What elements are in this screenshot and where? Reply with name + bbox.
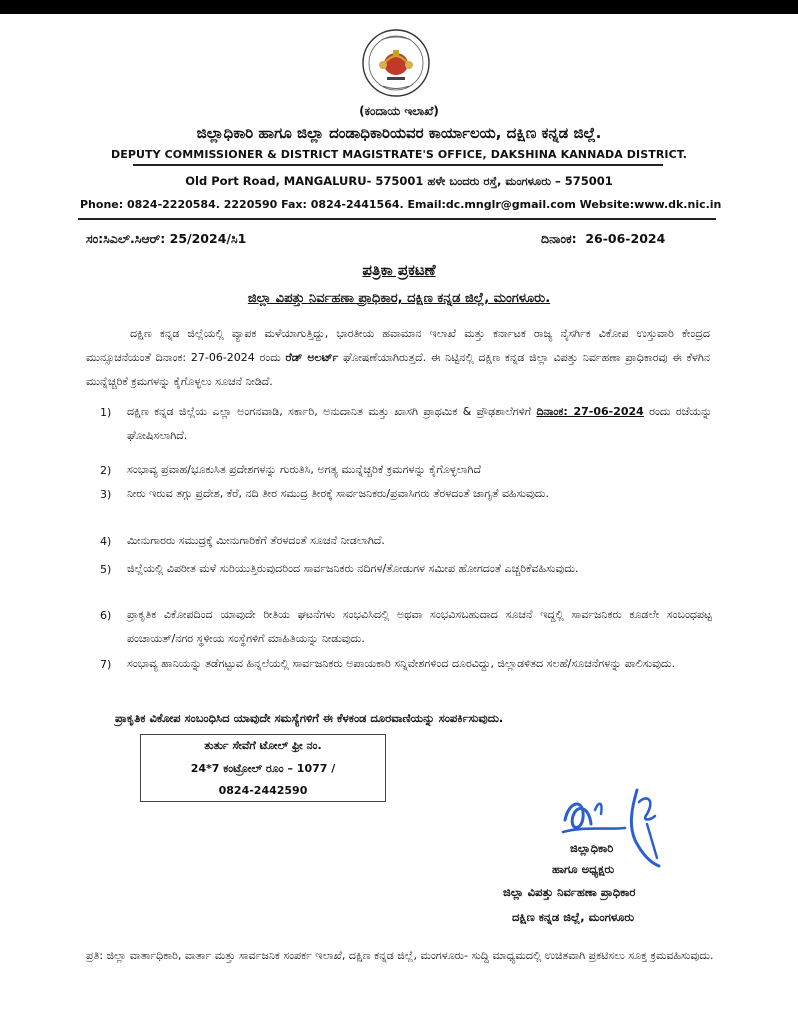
signatory-authority: ಜಿಲ್ಲಾ ವಿಪತ್ತು ನಿರ್ವಹಣಾ ಪ್ರಾಧಿಕಾರ [503,885,636,899]
contact-note: ಪ್ರಾಕೃತಿಕ ವಿಕೋಪ ಸಂಬಂಧಿಸಿದ ಯಾವುದೇ ಸಮಸ್ಯೆಗಳಿಗೆ ಈ ಕೆಳಕಂಡ ದೂರವಾಣಿಯನ್ನು ಸಂಪರ್ಕಿಸುವುದು. [115,711,504,725]
department-label: (ಕಂದಾಯ ಇಲಾಖೆ) [359,104,439,118]
top-black-bar [0,0,798,14]
control-room-number: 24*7 ಕಂಟ್ರೋಲ್ ರೂಂ – 1077 / [190,762,336,775]
intro-paragraph: ದಕ್ಷಿಣ ಕನ್ನಡ ಜಿಲ್ಲೆಯಲ್ಲಿ ವ್ಯಾಪಕ ಮಳೆಯಾಗುತ್ತಿದ್ದು, ಭಾರತೀಯ ಹವಾಮಾನ ಇಲಾಖೆ ಮತ್ತು ಕರ್ನಾಟಕ ರಾಜ್ಯ ನೈಸರ್ಗಿಕ ವಿಕೋಪ ಉಸ್ತುವಾರಿ ಕೇಂದ್ರದ ಮುನ್ಸೂಚನೆಯಂತೆ ದಿನಾಂಕ: 27-06-2024 ರಂದು ರೆಡ್ ಅಲರ್ಟ್ ಘೋಷಣೆಯಾಗಿರುತ್ತದೆ. ಈ ನಿಟ್ಟಿನಲ್ಲಿ ದಕ್ಷಿಣ ಕನ್ನಡ ಜಿಲ್ಲಾ ವಿಪತ್ತು ನಿರ್ವಹಣಾ ಪ್ರಾಧಿಕಾರವು ಈ ಕೆಳಗಿನ ಮುನ್ನೆಚ್ಚರಿಕೆ ಕ್ರಮಗಳನ್ನು ಕೈಗೊಳ್ಳಲು ಸೂಚನೆ ನೀಡಿದೆ. [86,327,710,388]
copy-to-note: ಪ್ರತಿ: ಜಿಲ್ಲಾ ವಾರ್ತಾಧಿಕಾರಿ, ವಾರ್ತಾ ಮತ್ತು ಸಾರ್ವಜನಿಕ ಸಂಪರ್ಕ ಇಲಾಖೆ, ದಕ್ಷಿಣ ಕನ್ನಡ ಜಿಲ್ಲೆ, ಮಂಗಳೂರು- ಸುದ್ದಿ ಮಾಧ್ಯಮದಲ್ಲಿ ಉಚಿತವಾಗಿ ಪ್ರಕಟಿಸಲು ಸೂಕ್ತ ಕ್ರಮವಹಿಸುವುದು. [86,949,714,962]
signatory-designation: ಜಿಲ್ಲಾಧಿಕಾರಿ [570,841,614,855]
reference-number: ಸಂ:ಸಿಎಲ್.ಸಿಆರ್: 25/2024/ಸಿ1 [86,231,247,246]
signature-image [555,780,675,870]
signatory-location: ದಕ್ಷಿಣ ಕನ್ನಡ ಜಿಲ್ಲೆ, ಮಂಗಳೂರು [512,910,635,924]
helpline-label: ತುರ್ತು ಸೇವೆಗೆ ಟೋಲ್ ಫ್ರೀ ನಂ. [204,739,322,752]
signatory-role: ಹಾಗೂ ಅಧ್ಯಕ್ಷರು [552,862,615,876]
state-emblem-seal [361,28,431,98]
helpline-box [140,734,386,802]
office-name-english: DEPUTY COMMISSIONER & DISTRICT MAGISTRATE'S OFFICE, DAKSHINA KANNADA DISTRICT. [110,148,687,161]
document-date: ದಿನಾಂಕ: 26-06-2024 [541,231,666,246]
red-alert-text: ರೆಡ್ ಅಲರ್ಟ್ [285,351,339,364]
header-divider [133,164,663,166]
authority-subtitle: ಜಿಲ್ಲಾ ವಿಪತ್ತು ನಿರ್ವಹಣಾ ಪ್ರಾಧಿಕಾರ, ದಕ್ಷಿಣ ಕನ್ನಡ ಜಿಲ್ಲೆ, ಮಂಗಳೂರು. [247,291,551,306]
office-name-kannada: ಜಿಲ್ಲಾಧಿಕಾರಿ ಹಾಗೂ ಜಿಲ್ಲಾ ದಂಡಾಧಿಕಾರಿಯವರ ಕಾರ್ಯಾಲಯ, ದಕ್ಷಿಣ ಕನ್ನಡ ಜಿಲ್ಲೆ. [196,124,602,142]
contact-details: Phone: 0824-2220584. 2220590 Fax: 0824-2441564. Email:dc.mnglr@gmail.com Website:www.dk.nic.in [80,198,722,211]
letterhead-divider [78,218,716,220]
helpline-phone: 0824-2442590 [218,784,308,797]
press-release-title: ಪತ್ರಿಕಾ ಪ್ರಕಟಣೆ [362,261,436,279]
office-address: Old Port Road, MANGALURU- 575001 ಹಳೇ ಬಂದರು ರಸ್ತೆ, ಮಂಗಳೂರು – 575001 [185,174,613,188]
